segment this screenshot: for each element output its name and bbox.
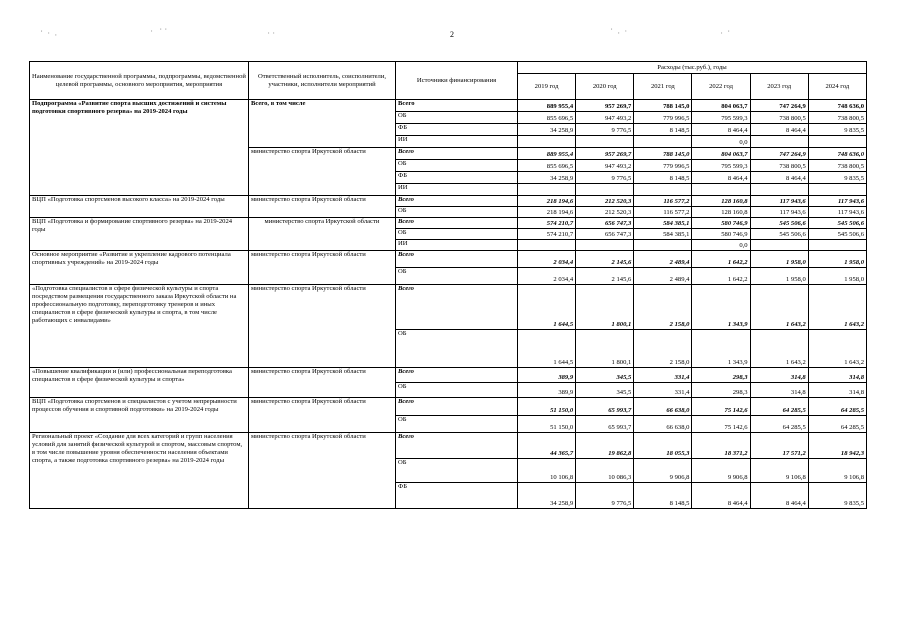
amount-cell: 1 958,0 bbox=[808, 251, 866, 268]
amount-cell: 0,0 bbox=[692, 240, 750, 251]
source-cell: ОБ bbox=[396, 383, 518, 398]
amount-cell bbox=[750, 136, 808, 148]
amount-cell: 1 800,1 bbox=[576, 285, 634, 330]
amount-cell: 747 264,9 bbox=[750, 148, 808, 160]
source-cell: Всего bbox=[396, 196, 518, 207]
amount-cell: 545 506,6 bbox=[808, 229, 866, 240]
amount-cell: 345,5 bbox=[576, 368, 634, 383]
amount-cell: 947 493,2 bbox=[576, 112, 634, 124]
header-year: 2024 год bbox=[808, 74, 866, 100]
source-cell: ОБ bbox=[396, 112, 518, 124]
source-cell: ОБ bbox=[396, 160, 518, 172]
amount-cell: 116 577,2 bbox=[634, 207, 692, 218]
amount-cell: 314,8 bbox=[808, 368, 866, 383]
amount-cell: 8 148,5 bbox=[634, 172, 692, 184]
executor-cell: министерство спорта Иркутской области bbox=[248, 368, 395, 398]
amount-cell bbox=[518, 184, 576, 196]
amount-cell bbox=[750, 240, 808, 251]
amount-cell: 855 696,5 bbox=[518, 160, 576, 172]
source-cell: Всего bbox=[396, 285, 518, 330]
amount-cell: 331,4 bbox=[634, 383, 692, 398]
amount-cell: 64 285,5 bbox=[808, 398, 866, 416]
amount-cell: 314,8 bbox=[750, 383, 808, 398]
amount-cell: 584 385,1 bbox=[634, 218, 692, 229]
executor-cell: министерство спорта Иркутской области bbox=[248, 433, 395, 509]
source-cell: Всего bbox=[396, 433, 518, 459]
amount-cell bbox=[576, 184, 634, 196]
amount-cell: 34 258,9 bbox=[518, 483, 576, 509]
amount-cell: 1 642,2 bbox=[692, 251, 750, 268]
program-name-cell: Основное мероприятие «Развитие и укрепление кадрового потенциала спортивных учреждений» на 2019-2024 годы bbox=[30, 251, 249, 285]
amount-cell: 584 385,1 bbox=[634, 229, 692, 240]
amount-cell: 128 160,8 bbox=[692, 196, 750, 207]
source-cell: Всего bbox=[396, 368, 518, 383]
amount-cell: 64 285,5 bbox=[808, 416, 866, 433]
amount-cell: 656 747,3 bbox=[576, 229, 634, 240]
amount-cell: 738 800,5 bbox=[808, 112, 866, 124]
program-name-cell: ВЦП «Подготовка и формирование спортивного резерва» на 2019-2024 годы bbox=[30, 218, 249, 251]
amount-cell: 738 800,5 bbox=[750, 160, 808, 172]
amount-cell: 2 034,4 bbox=[518, 251, 576, 268]
amount-cell: 957 269,7 bbox=[576, 148, 634, 160]
amount-cell: 1 644,5 bbox=[518, 330, 576, 368]
amount-cell: 44 365,7 bbox=[518, 433, 576, 459]
amount-cell: 8 464,4 bbox=[692, 172, 750, 184]
amount-cell: 8 464,4 bbox=[750, 483, 808, 509]
header-year: 2023 год bbox=[750, 74, 808, 100]
amount-cell: 18 371,2 bbox=[692, 433, 750, 459]
source-cell: Всего bbox=[396, 251, 518, 268]
source-cell: ФБ bbox=[396, 483, 518, 509]
amount-cell: 64 285,5 bbox=[750, 398, 808, 416]
amount-cell: 1 958,0 bbox=[750, 268, 808, 285]
table-header bbox=[30, 62, 867, 100]
source-cell: ОБ bbox=[396, 229, 518, 240]
page-number: 2 bbox=[450, 30, 454, 39]
amount-cell: 51 150,0 bbox=[518, 416, 576, 433]
amount-cell: 788 145,0 bbox=[634, 148, 692, 160]
amount-cell: 748 636,0 bbox=[808, 148, 866, 160]
amount-cell: 8 148,5 bbox=[634, 483, 692, 509]
scan-noise: ⠐⠂ bbox=[265, 30, 280, 38]
amount-cell: 9 776,5 bbox=[576, 172, 634, 184]
amount-cell: 580 746,9 bbox=[692, 229, 750, 240]
amount-cell: 218 194,6 bbox=[518, 207, 576, 218]
source-cell: ФБ bbox=[396, 172, 518, 184]
table-row bbox=[30, 218, 867, 229]
scan-noise: ⠂⠈⠁ bbox=[150, 28, 172, 36]
amount-cell: 8 464,4 bbox=[692, 124, 750, 136]
amount-cell: 2 489,4 bbox=[634, 268, 692, 285]
amount-cell: 345,5 bbox=[576, 383, 634, 398]
source-cell: Всего bbox=[396, 148, 518, 160]
amount-cell: 747 264,9 bbox=[750, 100, 808, 112]
amount-cell: 8 464,4 bbox=[750, 172, 808, 184]
amount-cell: 574 210,7 bbox=[518, 218, 576, 229]
header-executor: Ответственный исполнитель, соисполнители, участники, исполнители мероприятий bbox=[248, 62, 395, 100]
table-row bbox=[30, 100, 867, 112]
scan-noise: ⠁⠄⠂ bbox=[610, 28, 632, 36]
amount-cell: 298,3 bbox=[692, 383, 750, 398]
executor-cell: министерство спорта Иркутской области bbox=[248, 251, 395, 285]
amount-cell: 1 958,0 bbox=[750, 251, 808, 268]
source-cell: ИИ bbox=[396, 240, 518, 251]
amount-cell: 545 506,6 bbox=[750, 229, 808, 240]
amount-cell: 212 520,3 bbox=[576, 196, 634, 207]
amount-cell: 10 086,3 bbox=[576, 459, 634, 483]
amount-cell: 779 996,5 bbox=[634, 112, 692, 124]
amount-cell: 574 210,7 bbox=[518, 229, 576, 240]
amount-cell: 212 520,3 bbox=[576, 207, 634, 218]
amount-cell: 545 506,6 bbox=[808, 218, 866, 229]
table-row bbox=[30, 251, 867, 268]
amount-cell bbox=[692, 184, 750, 196]
executor-cell: министерство спорта Иркутской области bbox=[248, 398, 395, 433]
amount-cell: 545 506,6 bbox=[750, 218, 808, 229]
amount-cell: 10 106,8 bbox=[518, 459, 576, 483]
program-name-cell: ВЦП «Подготовка спортсменов и специалистов с учетом непрерывности процессов обучения и спортивной подготовки» на 2019-2024 годы bbox=[30, 398, 249, 433]
source-cell: ОБ bbox=[396, 207, 518, 218]
executor-cell: министерство спорта Иркутской области bbox=[248, 148, 395, 196]
amount-cell: 0,0 bbox=[692, 136, 750, 148]
amount-cell: 65 993,7 bbox=[576, 416, 634, 433]
program-name-cell: Региональный проект «Создание для всех категорий и групп населения условий для занятий физической культурой и спортом, массовым спортом, в том числе повышение уровня обеспеченности населения объектами спорта, а также подготовка спортивного резерва» на 2019-2024 годы bbox=[30, 433, 249, 509]
amount-cell: 8 464,4 bbox=[692, 483, 750, 509]
amount-cell: 218 194,6 bbox=[518, 196, 576, 207]
amount-cell: 738 800,5 bbox=[808, 160, 866, 172]
amount-cell: 9 776,5 bbox=[576, 124, 634, 136]
amount-cell: 51 150,0 bbox=[518, 398, 576, 416]
amount-cell: 66 638,0 bbox=[634, 416, 692, 433]
amount-cell: 17 571,2 bbox=[750, 433, 808, 459]
header-expenses: Расходы (тыс.руб.), годы bbox=[518, 62, 867, 74]
amount-cell: 298,3 bbox=[692, 368, 750, 383]
amount-cell: 9 835,5 bbox=[808, 124, 866, 136]
amount-cell: 8 464,4 bbox=[750, 124, 808, 136]
amount-cell: 1 642,2 bbox=[692, 268, 750, 285]
amount-cell: 788 145,0 bbox=[634, 100, 692, 112]
amount-cell: 331,4 bbox=[634, 368, 692, 383]
table-row bbox=[30, 368, 867, 383]
header-year: 2021 год bbox=[634, 74, 692, 100]
amount-cell: 75 142,6 bbox=[692, 416, 750, 433]
amount-cell bbox=[576, 136, 634, 148]
amount-cell: 2 489,4 bbox=[634, 251, 692, 268]
amount-cell bbox=[518, 240, 576, 251]
source-cell: ОБ bbox=[396, 330, 518, 368]
amount-cell: 314,8 bbox=[750, 368, 808, 383]
amount-cell: 9 835,5 bbox=[808, 172, 866, 184]
amount-cell bbox=[808, 136, 866, 148]
amount-cell: 18 942,3 bbox=[808, 433, 866, 459]
amount-cell: 2 034,4 bbox=[518, 268, 576, 285]
source-cell: Всего bbox=[396, 398, 518, 416]
amount-cell: 389,9 bbox=[518, 383, 576, 398]
amount-cell: 855 696,5 bbox=[518, 112, 576, 124]
amount-cell: 1 343,9 bbox=[692, 285, 750, 330]
amount-cell: 9 835,5 bbox=[808, 483, 866, 509]
executor-cell: министерство спорта Иркутской области bbox=[248, 196, 395, 218]
header-year: 2022 год bbox=[692, 74, 750, 100]
amount-cell: 389,9 bbox=[518, 368, 576, 383]
amount-cell: 2 145,6 bbox=[576, 268, 634, 285]
header-year: 2019 год bbox=[518, 74, 576, 100]
scan-noise: ⠁⠂⠄ bbox=[40, 30, 62, 38]
amount-cell: 117 943,6 bbox=[808, 207, 866, 218]
amount-cell bbox=[518, 136, 576, 148]
amount-cell: 18 055,3 bbox=[634, 433, 692, 459]
amount-cell: 34 258,9 bbox=[518, 124, 576, 136]
amount-cell: 748 636,0 bbox=[808, 100, 866, 112]
source-cell: ОБ bbox=[396, 268, 518, 285]
amount-cell: 795 599,3 bbox=[692, 160, 750, 172]
amount-cell bbox=[576, 240, 634, 251]
amount-cell: 779 996,5 bbox=[634, 160, 692, 172]
amount-cell: 9 106,8 bbox=[750, 459, 808, 483]
amount-cell: 34 258,9 bbox=[518, 172, 576, 184]
program-name-cell: Подпрограмма «Развитие спорта высших достижений и системы подготовки спортивного резерва» на 2019-2024 годы bbox=[30, 100, 249, 196]
source-cell: Всего bbox=[396, 218, 518, 229]
scan-noise: ⠂⠁ bbox=[720, 30, 735, 38]
header-year: 2020 год bbox=[576, 74, 634, 100]
amount-cell: 8 148,5 bbox=[634, 124, 692, 136]
amount-cell: 804 063,7 bbox=[692, 148, 750, 160]
amount-cell: 656 747,3 bbox=[576, 218, 634, 229]
amount-cell: 117 943,6 bbox=[750, 196, 808, 207]
amount-cell: 1 643,2 bbox=[808, 330, 866, 368]
amount-cell: 19 862,8 bbox=[576, 433, 634, 459]
amount-cell bbox=[750, 184, 808, 196]
amount-cell: 65 993,7 bbox=[576, 398, 634, 416]
amount-cell: 804 063,7 bbox=[692, 100, 750, 112]
source-cell: ИИ bbox=[396, 136, 518, 148]
executor-cell: министерство спорта Иркутской области bbox=[248, 218, 395, 251]
amount-cell: 117 943,6 bbox=[750, 207, 808, 218]
amount-cell: 9 906,8 bbox=[634, 459, 692, 483]
amount-cell bbox=[808, 184, 866, 196]
executor-cell: министерство спорта Иркутской области bbox=[248, 285, 395, 368]
header-program: Наименование государственной программы, подпрограммы, ведомственной целевой программы, основного мероприятия, мероприятия bbox=[30, 62, 249, 100]
table-row bbox=[30, 398, 867, 416]
amount-cell: 1 343,9 bbox=[692, 330, 750, 368]
amount-cell: 795 599,3 bbox=[692, 112, 750, 124]
amount-cell: 117 943,6 bbox=[808, 196, 866, 207]
amount-cell bbox=[634, 184, 692, 196]
table-body bbox=[30, 100, 867, 509]
amount-cell: 66 638,0 bbox=[634, 398, 692, 416]
amount-cell: 9 906,8 bbox=[692, 459, 750, 483]
amount-cell: 2 158,0 bbox=[634, 330, 692, 368]
amount-cell bbox=[634, 240, 692, 251]
amount-cell bbox=[808, 240, 866, 251]
amount-cell: 947 493,2 bbox=[576, 160, 634, 172]
amount-cell: 957 269,7 bbox=[576, 100, 634, 112]
header-source: Источники финансирования bbox=[396, 62, 518, 100]
amount-cell: 9 776,5 bbox=[576, 483, 634, 509]
amount-cell: 1 800,1 bbox=[576, 330, 634, 368]
amount-cell: 2 158,0 bbox=[634, 285, 692, 330]
amount-cell: 314,8 bbox=[808, 383, 866, 398]
amount-cell: 64 285,5 bbox=[750, 416, 808, 433]
source-cell: ОБ bbox=[396, 416, 518, 433]
amount-cell: 1 643,2 bbox=[750, 330, 808, 368]
amount-cell: 9 106,8 bbox=[808, 459, 866, 483]
source-cell: ФБ bbox=[396, 124, 518, 136]
amount-cell: 889 955,4 bbox=[518, 148, 576, 160]
amount-cell: 116 577,2 bbox=[634, 196, 692, 207]
table-row bbox=[30, 196, 867, 207]
amount-cell: 75 142,6 bbox=[692, 398, 750, 416]
source-cell: ИИ bbox=[396, 184, 518, 196]
executor-cell: Всего, в том числе bbox=[248, 100, 395, 148]
amount-cell: 2 145,6 bbox=[576, 251, 634, 268]
source-cell: Всего bbox=[396, 100, 518, 112]
table-row bbox=[30, 433, 867, 459]
amount-cell: 1 644,5 bbox=[518, 285, 576, 330]
program-name-cell: «Повышение квалификации и (или) профессиональная переподготовка специалистов в сфере физической культуры и спорта» bbox=[30, 368, 249, 398]
amount-cell: 1 958,0 bbox=[808, 268, 866, 285]
source-cell: ОБ bbox=[396, 459, 518, 483]
amount-cell: 1 643,2 bbox=[808, 285, 866, 330]
amount-cell: 128 160,8 bbox=[692, 207, 750, 218]
program-name-cell: «Подготовка специалистов в сфере физической культуры и спорта посредством размещения государственного заказа Иркутской области на профессиональную подготовку, переподготовку тренеров и иных специалистов в сфере физической культуры и спорта, в том числе работающих с инвалидами» bbox=[30, 285, 249, 368]
expenses-table bbox=[29, 61, 867, 509]
amount-cell: 738 800,5 bbox=[750, 112, 808, 124]
amount-cell: 580 746,9 bbox=[692, 218, 750, 229]
amount-cell: 1 643,2 bbox=[750, 285, 808, 330]
program-name-cell: ВЦП «Подготовка спортсменов высокого класса» на 2019-2024 годы bbox=[30, 196, 249, 218]
amount-cell bbox=[634, 136, 692, 148]
table-row bbox=[30, 285, 867, 330]
amount-cell: 889 955,4 bbox=[518, 100, 576, 112]
